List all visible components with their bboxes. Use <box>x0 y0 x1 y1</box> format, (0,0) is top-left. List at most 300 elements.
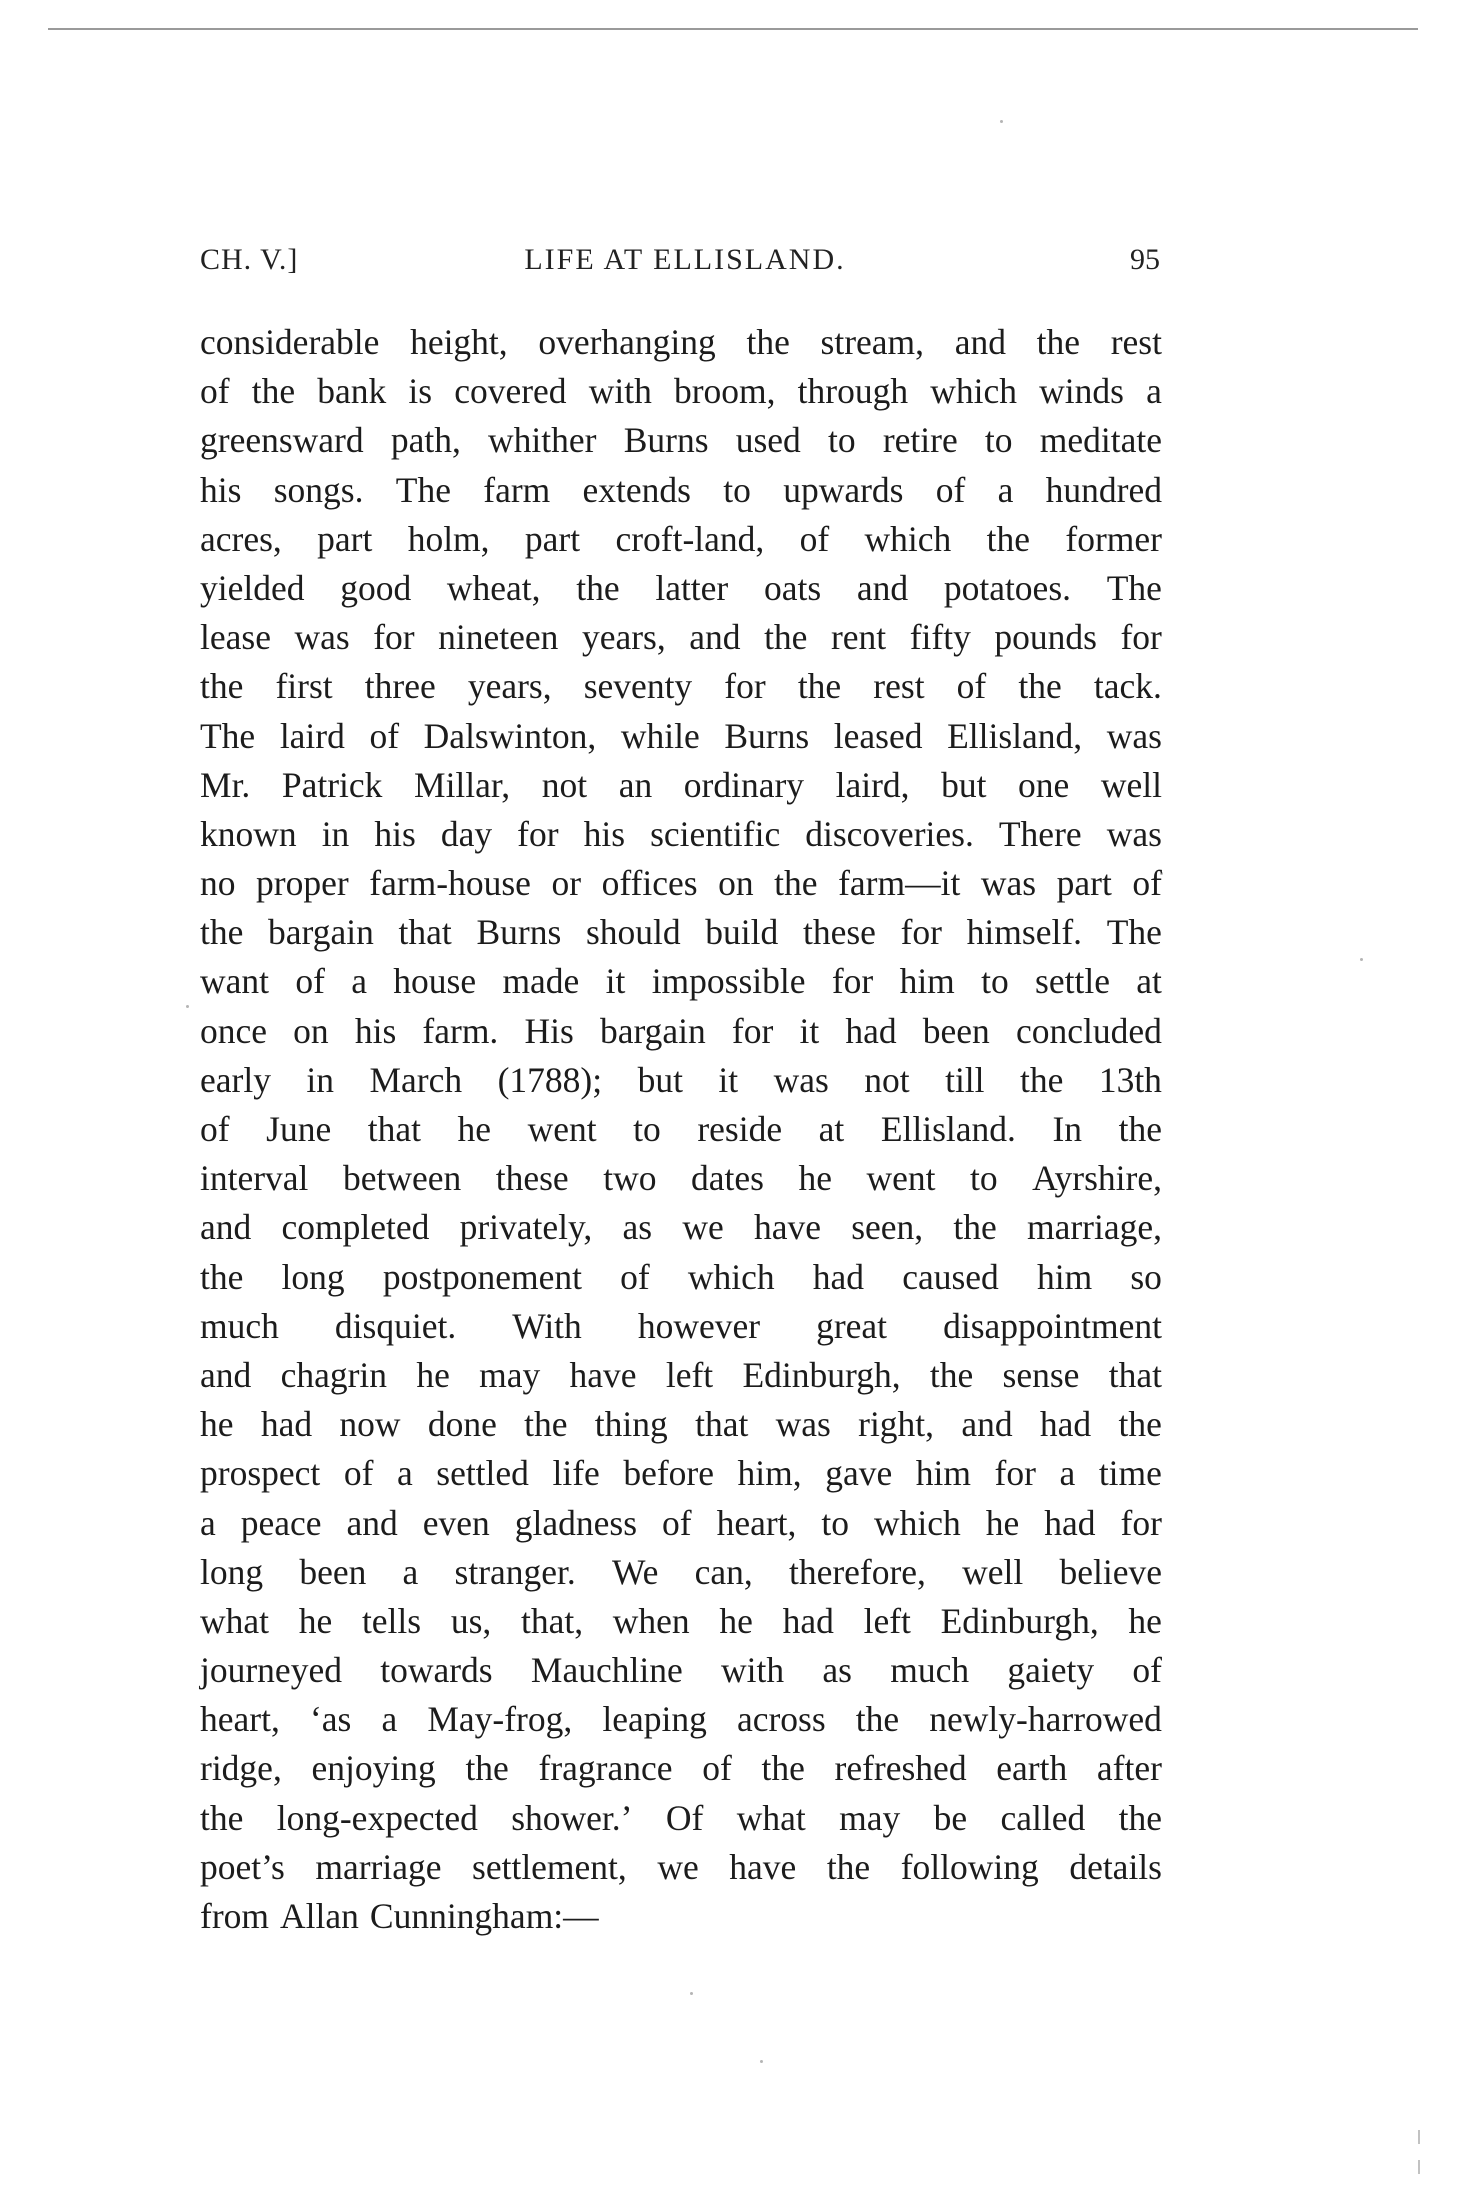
text-line <box>200 1400 1162 1449</box>
word: The <box>200 715 256 756</box>
word: 13th <box>1098 1059 1162 1100</box>
word: on <box>293 1010 329 1051</box>
text-line <box>200 1695 1162 1744</box>
word: of <box>1132 863 1162 904</box>
word: The <box>395 469 451 510</box>
word: dates <box>690 1158 764 1199</box>
word: stranger. <box>454 1551 576 1592</box>
text-line <box>200 761 1162 810</box>
text-line <box>200 1056 1162 1105</box>
word: prospect <box>200 1453 321 1494</box>
word: good <box>340 567 412 608</box>
word: him <box>1036 1256 1093 1297</box>
word: should <box>585 912 681 953</box>
word: bank <box>317 371 387 412</box>
word: concluded <box>1015 1010 1162 1051</box>
word: to <box>723 469 751 510</box>
word: Burns <box>476 912 562 953</box>
word: that <box>695 1404 749 1445</box>
word: tack. <box>1093 666 1162 707</box>
word: it <box>605 961 626 1002</box>
word: that <box>1108 1354 1162 1395</box>
word: life <box>552 1453 600 1494</box>
word: of <box>295 961 325 1002</box>
word: details <box>1069 1846 1162 1887</box>
word: the <box>746 322 790 362</box>
word: had <box>1044 1502 1096 1543</box>
word: used <box>735 420 801 461</box>
word: height, <box>410 322 508 362</box>
word: rest <box>1110 322 1162 362</box>
text-line <box>200 466 1162 515</box>
word: as <box>822 1650 852 1691</box>
text-line <box>200 1646 1162 1695</box>
word: for <box>724 666 766 707</box>
word: at <box>818 1109 845 1149</box>
word: the <box>761 1748 805 1789</box>
word: towards <box>380 1650 493 1691</box>
word: a <box>997 469 1014 510</box>
word: the <box>200 1797 244 1838</box>
word: ‘as <box>309 1699 352 1740</box>
text-line <box>200 1843 1162 1892</box>
word: farm-house <box>369 863 531 904</box>
word: great <box>816 1305 888 1346</box>
word: the <box>1118 1797 1162 1838</box>
word: extends <box>582 469 691 510</box>
word: of <box>369 715 400 756</box>
text-line <box>200 564 1162 613</box>
text-line <box>200 1007 1162 1056</box>
word: following <box>900 1846 1039 1887</box>
body-text <box>200 318 1162 1941</box>
word: now <box>339 1404 401 1445</box>
word: the <box>797 666 842 707</box>
word: seventy <box>583 666 693 707</box>
word: enjoying <box>311 1748 436 1789</box>
word: for <box>373 617 415 658</box>
text-line <box>200 367 1162 416</box>
word: for <box>900 912 942 953</box>
word: therefore, <box>788 1551 926 1592</box>
text-line <box>200 1105 1162 1154</box>
word: that, <box>520 1600 584 1641</box>
word: farm—it <box>838 863 961 904</box>
word: thing <box>594 1404 668 1445</box>
word: pounds <box>994 617 1097 658</box>
word: the <box>774 863 818 904</box>
word: right, <box>858 1404 935 1445</box>
word: Cunningham:— <box>369 1896 599 1936</box>
word: the <box>826 1846 871 1887</box>
word: he <box>200 1404 234 1445</box>
word: completed <box>281 1207 430 1248</box>
word: of <box>620 1256 650 1297</box>
word: There <box>998 813 1082 854</box>
word: a <box>396 1453 413 1494</box>
word: once <box>200 1010 268 1051</box>
word: from <box>200 1896 270 1936</box>
word: and <box>689 617 741 658</box>
word: ordinary <box>683 764 805 805</box>
word: fragrance <box>538 1748 673 1789</box>
word: With <box>512 1305 582 1346</box>
word: potatoes. <box>943 567 1072 608</box>
word: for <box>1120 1502 1162 1543</box>
text-line <box>200 662 1162 711</box>
word: the <box>953 1207 997 1248</box>
word: the <box>1019 1059 1064 1100</box>
scan-speck <box>1360 958 1363 961</box>
word: privately, <box>459 1207 593 1248</box>
text-line <box>200 957 1162 1006</box>
word: Ellisland, <box>947 715 1083 756</box>
word: settled <box>436 1453 529 1494</box>
word: retire <box>882 420 958 461</box>
word: a <box>402 1551 419 1592</box>
word: leaping <box>602 1699 707 1740</box>
word: disquiet. <box>334 1305 457 1346</box>
word: scientific <box>650 813 781 854</box>
word: postponement <box>382 1256 582 1297</box>
word: Allan <box>280 1896 359 1936</box>
word: well <box>1100 764 1162 805</box>
text-line <box>200 515 1162 564</box>
text-line <box>200 1154 1162 1203</box>
word: first <box>275 666 333 707</box>
word: journeyed <box>200 1650 342 1691</box>
word: greensward <box>200 420 364 461</box>
word: the <box>200 666 244 707</box>
word: his <box>374 813 416 854</box>
word: he <box>416 1354 450 1395</box>
text-line <box>200 318 1162 367</box>
word: for <box>831 961 874 1002</box>
word: The <box>1106 567 1162 608</box>
word: of <box>200 371 230 412</box>
word: Millar, <box>414 764 511 805</box>
word: and <box>200 1207 252 1248</box>
word: was <box>294 617 350 658</box>
word: was <box>1106 813 1162 854</box>
word: had <box>782 1600 834 1641</box>
word: earth <box>996 1748 1068 1789</box>
word: leased <box>833 715 923 756</box>
word: he <box>719 1600 753 1641</box>
word: March <box>369 1059 463 1100</box>
word: (1788); <box>497 1059 603 1100</box>
word: seen, <box>851 1207 924 1248</box>
word: meditate <box>1039 420 1162 461</box>
word: a <box>1059 1453 1076 1494</box>
running-head <box>200 238 1170 282</box>
running-title: LIFE AT ELLISLAND. <box>524 243 846 276</box>
word: tells <box>361 1600 422 1641</box>
word: had <box>260 1404 313 1445</box>
word: himself. <box>966 912 1083 953</box>
word: of <box>956 666 987 707</box>
word: Of <box>665 1797 704 1838</box>
word: had <box>1039 1404 1092 1445</box>
word: The <box>1106 912 1162 953</box>
word: it <box>799 1010 820 1051</box>
word: may <box>839 1797 901 1838</box>
word: discoveries. <box>805 813 974 854</box>
word: a <box>1146 371 1162 412</box>
word: latter <box>655 567 729 608</box>
word: Burns <box>623 420 709 461</box>
word: he <box>457 1109 492 1149</box>
text-line <box>200 1548 1162 1597</box>
text-line <box>200 1892 1162 1941</box>
text-line <box>200 1794 1162 1843</box>
text-line <box>200 1449 1162 1498</box>
word: been <box>922 1010 990 1051</box>
word: so <box>1130 1256 1162 1297</box>
word: which <box>687 1256 775 1297</box>
word: offices <box>601 863 698 904</box>
word: day <box>440 813 493 854</box>
word: Patrick <box>281 764 383 805</box>
word: Burns <box>724 715 810 756</box>
word: songs. <box>273 469 364 510</box>
word: caused <box>902 1256 999 1297</box>
scan-speck <box>186 1005 189 1008</box>
word: of <box>799 518 830 559</box>
word: His <box>524 1010 574 1051</box>
word: he <box>798 1158 832 1199</box>
word: before <box>623 1453 714 1494</box>
word: marriage <box>315 1846 442 1887</box>
word: through <box>797 371 909 412</box>
word: have <box>729 1846 797 1887</box>
word: left <box>665 1354 714 1395</box>
word: what <box>200 1600 270 1641</box>
word: heart, <box>200 1699 280 1740</box>
word: yielded <box>200 567 305 608</box>
word: his <box>354 1010 397 1051</box>
word: even <box>422 1502 490 1543</box>
word: June <box>266 1109 332 1149</box>
word: proper <box>256 863 349 904</box>
word: the <box>929 1354 974 1395</box>
word: but <box>941 764 987 805</box>
word: Dalswinton, <box>423 715 597 756</box>
text-line <box>200 1203 1162 1252</box>
word: can, <box>694 1551 753 1592</box>
word: across <box>736 1699 826 1740</box>
word: went <box>527 1109 597 1149</box>
word: with <box>720 1650 785 1691</box>
word: Mauchline <box>530 1650 683 1691</box>
word: at <box>1136 961 1162 1002</box>
word: of <box>343 1453 374 1494</box>
word: part <box>1056 863 1112 904</box>
word: the <box>576 567 620 608</box>
word: Edinburgh, <box>742 1354 901 1395</box>
word: bargain <box>599 1010 706 1051</box>
word: two <box>603 1158 657 1199</box>
scan-edge-mark <box>1418 2160 1420 2174</box>
word: much <box>890 1650 970 1691</box>
word: to <box>828 420 856 461</box>
word: croft-land, <box>615 518 765 559</box>
word: part <box>524 518 581 559</box>
word: the <box>524 1404 568 1445</box>
word: years, <box>467 666 552 707</box>
text-line <box>200 613 1162 662</box>
word: for <box>994 1453 1036 1494</box>
word: Edinburgh, <box>940 1600 1099 1641</box>
word: disappointment <box>943 1305 1162 1346</box>
word: holm, <box>407 518 490 559</box>
word: had <box>845 1010 897 1051</box>
word: poet’s <box>200 1846 285 1887</box>
word: chagrin <box>280 1354 388 1395</box>
word: in <box>306 1059 335 1100</box>
word: build <box>705 912 779 953</box>
word: which <box>930 371 1018 412</box>
word: In <box>1052 1109 1083 1149</box>
word: what <box>736 1797 806 1838</box>
word: he <box>985 1502 1020 1543</box>
word: laird, <box>835 764 910 805</box>
word: be <box>933 1797 968 1838</box>
word: the <box>764 617 808 658</box>
word: the <box>1036 322 1081 362</box>
scan-speck <box>1000 120 1003 123</box>
text-line <box>200 712 1162 761</box>
word: no <box>200 863 236 904</box>
word: newly-harrowed <box>929 1699 1162 1740</box>
word: covered <box>454 371 567 412</box>
word: went <box>866 1158 936 1199</box>
word: gave <box>825 1453 893 1494</box>
word: but <box>637 1059 683 1100</box>
word: acres, <box>200 518 282 559</box>
word: believe <box>1059 1551 1162 1592</box>
word: not <box>541 764 588 805</box>
word: to <box>633 1109 661 1149</box>
word: between <box>342 1158 462 1199</box>
word: of <box>200 1109 230 1149</box>
word: done <box>427 1404 497 1445</box>
text-line <box>200 1302 1162 1351</box>
word: we <box>682 1207 724 1248</box>
word: and <box>346 1502 398 1543</box>
word: former <box>1065 518 1162 559</box>
word: long <box>200 1551 264 1592</box>
word: known <box>200 813 297 854</box>
word: that <box>398 912 452 953</box>
word: with <box>588 371 652 412</box>
word: is <box>408 371 433 412</box>
word: which <box>874 1502 961 1543</box>
word: We <box>611 1551 659 1592</box>
text-line <box>200 1744 1162 1793</box>
word: us, <box>450 1600 492 1641</box>
scan-edge-mark <box>1418 2130 1420 2144</box>
word: refreshed <box>834 1748 967 1789</box>
word: settle <box>1035 961 1110 1002</box>
word: to <box>821 1502 850 1543</box>
scan-top-rule <box>48 28 1418 30</box>
word: house <box>393 961 477 1002</box>
word: three <box>364 666 436 707</box>
word: not <box>864 1059 910 1100</box>
word: winds <box>1039 371 1124 412</box>
word: till <box>945 1059 985 1100</box>
word: the <box>855 1699 900 1740</box>
word: him, <box>737 1453 802 1494</box>
word: we <box>657 1846 699 1887</box>
word: one <box>1018 764 1070 805</box>
word: the <box>200 912 244 953</box>
word: him <box>915 1453 971 1494</box>
word: bargain <box>268 912 374 953</box>
word: was <box>980 863 1037 904</box>
word: Mr. <box>200 764 251 805</box>
word: these <box>495 1158 569 1199</box>
word: called <box>1000 1797 1086 1838</box>
word: years, <box>581 617 666 658</box>
word: lease <box>200 617 271 658</box>
word: settlement, <box>472 1846 627 1887</box>
scan-speck <box>690 1992 693 1995</box>
word: may <box>479 1354 541 1395</box>
word: for <box>731 1010 774 1051</box>
word: well <box>962 1551 1024 1592</box>
word: time <box>1098 1453 1162 1494</box>
scan-speck <box>760 2060 763 2063</box>
word: him <box>899 961 955 1002</box>
word: his <box>200 469 242 510</box>
word: a <box>200 1502 216 1543</box>
word: wheat, <box>446 567 541 608</box>
word: reside <box>697 1109 783 1149</box>
text-line <box>200 1351 1162 1400</box>
word: was <box>775 1404 831 1445</box>
word: long-expected <box>276 1797 478 1838</box>
word: the <box>200 1256 244 1297</box>
word: the <box>251 371 296 412</box>
word: Ellisland. <box>880 1109 1016 1149</box>
word: shower.’ <box>511 1797 633 1838</box>
word: of <box>1132 1650 1162 1691</box>
word: of <box>702 1748 732 1789</box>
word: have <box>569 1354 637 1395</box>
word: the <box>986 518 1031 559</box>
word: gaiety <box>1007 1650 1095 1691</box>
word: was <box>773 1059 829 1100</box>
word: marriage, <box>1026 1207 1162 1248</box>
word: impossible <box>651 961 806 1002</box>
word: was <box>1106 715 1162 756</box>
word: left <box>863 1600 911 1641</box>
word: for <box>1120 617 1162 658</box>
word: overhanging <box>538 322 716 362</box>
word: May-frog, <box>427 1699 573 1740</box>
word: had <box>812 1256 865 1297</box>
word: heart, <box>716 1502 797 1543</box>
word: stream, <box>820 322 925 362</box>
word: the <box>465 1748 509 1789</box>
word: considerable <box>200 322 380 362</box>
word: oats <box>763 567 822 608</box>
word: it <box>718 1059 739 1100</box>
word: peace <box>240 1502 322 1543</box>
word: Ayrshire, <box>1032 1158 1162 1199</box>
